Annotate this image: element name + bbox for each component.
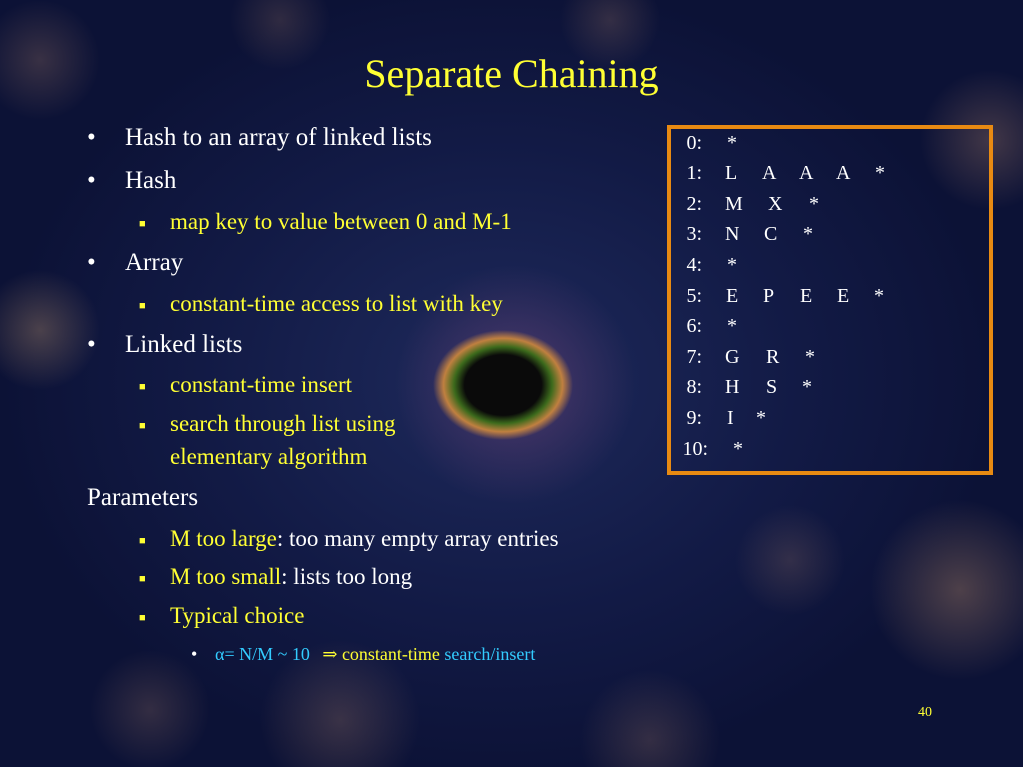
row-index: 3: xyxy=(686,223,702,245)
row-index: 8: xyxy=(686,376,702,398)
page-number: 40 xyxy=(918,705,932,720)
square-bullet-icon: ■ xyxy=(139,573,146,585)
row-entry: * xyxy=(809,193,819,215)
row-entry: E xyxy=(726,285,739,307)
param-too-large-desc: : too many empty array entries xyxy=(276,526,559,551)
sub-bullet-constant-access xyxy=(139,291,503,317)
sub-bullet-search-list-cont xyxy=(170,444,367,470)
row-entry: N xyxy=(725,223,740,245)
row-entry: X xyxy=(768,193,783,215)
bullet-array xyxy=(87,249,184,277)
formula-line xyxy=(191,644,536,665)
param-too-large xyxy=(139,526,559,552)
param-typical-text: Typical choice xyxy=(170,603,305,628)
param-typical xyxy=(139,603,305,629)
row-index: 4: xyxy=(686,254,702,276)
bullet-text: Array xyxy=(125,249,184,276)
implies-arrow-icon: ⇒ xyxy=(322,644,338,664)
bullet-text: Hash xyxy=(125,167,177,194)
alpha-symbol: α xyxy=(215,644,225,664)
formula-tail: search/insert xyxy=(444,644,536,664)
bullet-text: Hash to an array of linked lists xyxy=(125,124,432,151)
parameters-heading: Parameters xyxy=(87,484,199,511)
row-index: 0: xyxy=(686,132,702,154)
row-entry: * xyxy=(727,315,737,337)
sub-bullet-search-list xyxy=(139,411,396,437)
param-too-small xyxy=(139,564,413,590)
formula-result: constant-time xyxy=(341,644,440,664)
param-too-large-label: M too large xyxy=(170,526,277,551)
bullet-linked-lists xyxy=(87,331,243,359)
row-index: 6: xyxy=(686,315,702,337)
row-entry: A xyxy=(762,162,777,184)
bullet-dot-icon: • xyxy=(87,167,96,194)
row-entry: E xyxy=(800,285,813,307)
row-entry: G xyxy=(725,346,740,368)
row-entry: A xyxy=(836,162,851,184)
row-entry: * xyxy=(802,376,812,398)
bullet-dot-icon: • xyxy=(87,331,96,358)
row-index: 1: xyxy=(686,162,702,184)
square-bullet-icon: ■ xyxy=(139,218,146,230)
param-too-small-label: M too small xyxy=(170,564,282,589)
row-entry: * xyxy=(803,223,813,245)
row-index: 9: xyxy=(686,407,702,429)
row-entry: * xyxy=(727,132,737,154)
sub-bullet-text: search through list using xyxy=(170,411,396,436)
sub-bullet-text: elementary algorithm xyxy=(170,444,368,469)
sub-bullet-text: constant-time access to list with key xyxy=(170,291,503,316)
row-entry: L xyxy=(725,162,738,184)
row-index: 5: xyxy=(686,285,702,307)
bullet-text: Linked lists xyxy=(125,331,243,358)
row-entry: S xyxy=(766,376,778,398)
square-bullet-icon: ■ xyxy=(139,535,146,547)
param-too-small-desc: : lists too long xyxy=(281,564,413,589)
row-entry: M xyxy=(725,193,743,215)
row-index: 2: xyxy=(686,193,702,215)
row-entry: * xyxy=(805,346,815,368)
row-entry: A xyxy=(799,162,814,184)
formula-text: = N/M ~ 10 xyxy=(224,644,310,664)
row-index: 7: xyxy=(686,346,702,368)
row-entry: H xyxy=(725,376,740,398)
bullet-hash xyxy=(87,167,177,195)
row-entry: * xyxy=(733,438,743,460)
square-bullet-icon: ■ xyxy=(139,420,146,432)
row-entry: E xyxy=(837,285,850,307)
sub-bullet-map-key xyxy=(139,209,512,235)
row-entry: * xyxy=(875,162,885,184)
row-entry: * xyxy=(874,285,884,307)
bullet-dot-icon: • xyxy=(87,124,96,151)
bullet-dot-icon: • xyxy=(87,249,96,276)
sub-bullet-constant-insert xyxy=(139,372,353,398)
row-entry: I xyxy=(727,407,734,429)
row-entry: * xyxy=(727,254,737,276)
row-entry: R xyxy=(766,346,780,368)
sub-bullet-text: map key to value between 0 and M-1 xyxy=(170,209,512,234)
row-entry: * xyxy=(756,407,766,429)
bullet-dot-icon: • xyxy=(191,644,198,664)
sub-bullet-text: constant-time insert xyxy=(170,372,353,397)
row-entry: P xyxy=(763,285,775,307)
slide-title: Separate Chaining xyxy=(364,51,659,96)
hash-table-box xyxy=(667,125,993,475)
bullet-hash-to-array xyxy=(87,124,432,152)
row-index: 10: xyxy=(682,438,708,460)
square-bullet-icon: ■ xyxy=(139,300,146,312)
square-bullet-icon: ■ xyxy=(139,381,146,393)
square-bullet-icon: ■ xyxy=(139,612,146,624)
row-entry: C xyxy=(764,223,778,245)
